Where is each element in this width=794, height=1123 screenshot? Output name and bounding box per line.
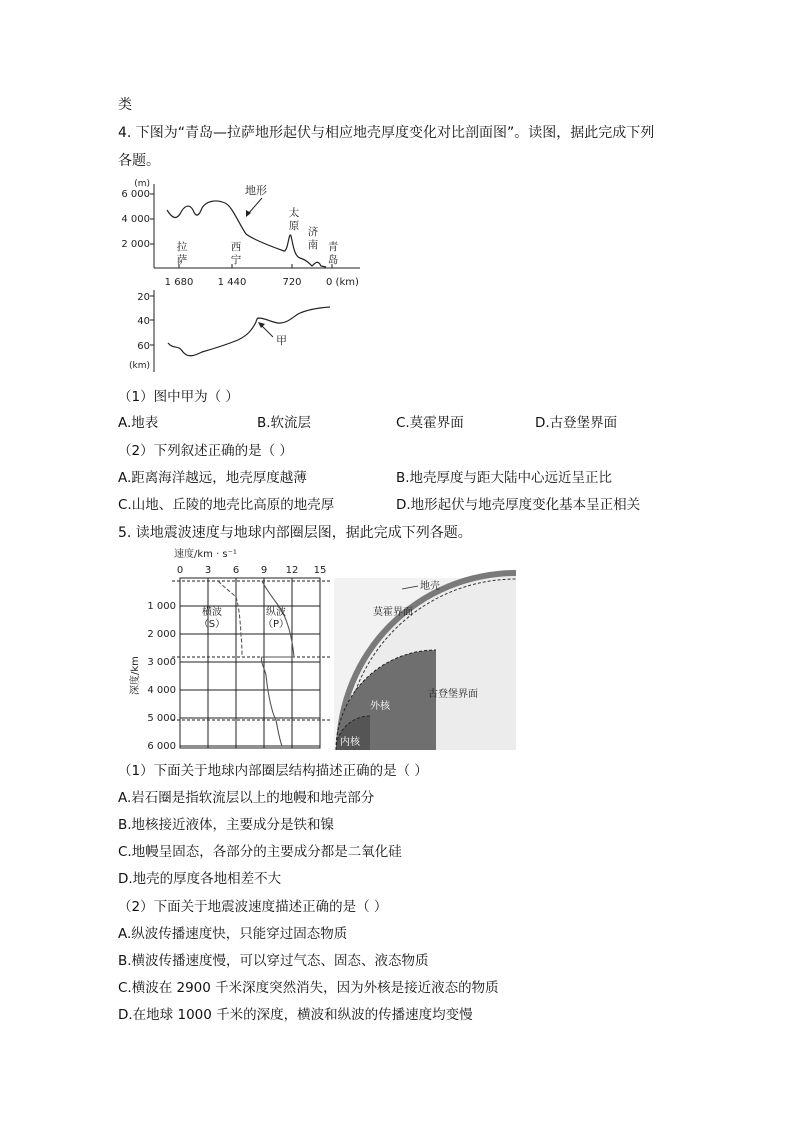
speed-tick-12: 12 <box>285 565 299 576</box>
depth-3000: 3 000 <box>147 657 176 668</box>
depth-2000: 2 000 <box>147 629 176 640</box>
bottom-unit: (km) <box>128 361 150 371</box>
s-wave-label: 横波 <box>202 607 222 618</box>
q4-sub2-option-b[interactable]: B.地壳厚度与距大陆中心远近呈正比 <box>396 470 613 486</box>
p-wave-symbol: （P） <box>262 619 290 630</box>
depth-40: 40 <box>137 316 150 327</box>
speed-axis-label: 速度/km · s⁻¹ <box>174 549 237 560</box>
q4-profile-figure <box>120 172 370 382</box>
q4-sub1-option-a[interactable]: A.地表 <box>118 415 159 431</box>
s-wave-symbol: （S） <box>198 619 226 630</box>
q4-intro-line2: 各题。 <box>118 153 160 169</box>
q5-sub1-option-d[interactable]: D.地壳的厚度各地相差不大 <box>118 871 282 887</box>
speed-tick-15: 15 <box>313 565 327 576</box>
seismic-grid <box>180 578 320 748</box>
q4-sub1-option-b[interactable]: B.软流层 <box>257 415 312 431</box>
q5-sub1-option-b[interactable]: B.地核接近液体，主要成分是铁和镍 <box>118 817 335 833</box>
outer-core-label: 外核 <box>370 701 390 712</box>
depth-6000: 6 000 <box>147 741 176 752</box>
q4-sub1-stem: （1）图中甲为（ ） <box>118 389 239 405</box>
speed-tick-0: 0 <box>176 565 184 576</box>
speed-tick-3: 3 <box>204 565 212 576</box>
p-wave-label: 纵波 <box>266 607 286 618</box>
city-lhasa-2: 萨 <box>176 254 188 266</box>
city-jinan-1: 济 <box>307 226 319 238</box>
q5-sub1-option-a[interactable]: A.岩石圈是指软流层以上的地幔和地壳部分 <box>118 790 375 806</box>
depth-5000: 5 000 <box>147 713 176 724</box>
q4-sub1-option-d[interactable]: D.古登堡界面 <box>535 415 618 431</box>
xtick-0: 0 (km) <box>326 277 359 288</box>
city-taiyuan-2: 原 <box>288 220 300 232</box>
q5-sub2-option-c[interactable]: C.横波在 2900 千米深度突然消失，因为外核是接近液态的物质 <box>118 980 499 996</box>
xtick-720: 720 <box>282 277 302 288</box>
q5-sub1-option-c[interactable]: C.地幔呈固态，各部分的主要成分都是二氧化硅 <box>118 844 402 860</box>
city-qingdao-1: 青 <box>327 241 339 253</box>
q5-seismic-figure <box>126 545 524 755</box>
xtick-1440: 1 440 <box>217 277 247 288</box>
terrain-label: 地形 <box>245 184 267 197</box>
depth-20: 20 <box>137 292 150 303</box>
depth-1000: 1 000 <box>147 601 176 612</box>
q4-sub1-option-c[interactable]: C.莫霍界面 <box>396 415 464 431</box>
ytick-6000: 6 000 <box>121 189 150 200</box>
depth-axis-label: 深度/km <box>130 656 141 695</box>
q4-sub2-stem: （2）下列叙述正确的是（ ） <box>118 443 293 459</box>
q4-sub2-option-a[interactable]: A.距离海洋越远，地壳厚度越薄 <box>118 470 307 486</box>
city-xining-2: 宁 <box>230 254 242 266</box>
q4-sub2-option-c[interactable]: C.山地、丘陵的地壳比高原的地壳厚 <box>118 497 335 513</box>
xtick-1680: 1 680 <box>164 277 194 288</box>
page-fragment: 类 <box>118 97 132 113</box>
top-unit: (m) <box>134 179 150 189</box>
q5-sub2-stem: （2）下面关于地震波速度描述正确的是（ ） <box>118 899 388 915</box>
city-lhasa-1: 拉 <box>176 241 188 253</box>
terrain-arrow <box>248 198 262 214</box>
crust-label: 地壳 <box>420 581 440 592</box>
q5-sub2-option-a[interactable]: A.纵波传播速度快，只能穿过固态物质 <box>118 926 348 942</box>
q5-intro: 5. 读地震波速度与地球内部圈层图，据此完成下列各题。 <box>118 525 472 541</box>
city-taiyuan-1: 太 <box>288 207 300 219</box>
depth-60: 60 <box>137 341 150 352</box>
gutenberg-label: 古登堡界面 <box>428 689 478 700</box>
q5-sub1-stem: （1）下面关于地球内部圈层结构描述正确的是（ ） <box>118 763 428 779</box>
ytick-4000: 4 000 <box>121 214 150 225</box>
moho-profile-line <box>168 307 330 356</box>
city-jinan-2: 南 <box>307 239 319 251</box>
q4-intro-line1: 4. 下图为“青岛—拉萨地形起伏与相应地壳厚度变化对比剖面图”。读图，据此完成下列 <box>118 125 655 141</box>
speed-tick-9: 9 <box>260 565 268 576</box>
city-qingdao-2: 岛 <box>327 254 339 266</box>
inner-core-label: 内核 <box>340 737 360 748</box>
city-xining-1: 西 <box>230 241 242 253</box>
ytick-2000: 2 000 <box>121 239 150 250</box>
q5-sub2-option-b[interactable]: B.横波传播速度慢，可以穿过气态、固态、液态物质 <box>118 953 429 969</box>
jia-label: 甲 <box>276 334 287 347</box>
q5-sub2-option-d[interactable]: D.在地球 1000 千米的深度，横波和纵波的传播速度均变慢 <box>118 1007 473 1023</box>
depth-4000: 4 000 <box>147 685 176 696</box>
moho-label: 莫霍界面 <box>373 607 413 618</box>
q4-sub2-option-d[interactable]: D.地形起伏与地壳厚度变化基本呈正相关 <box>396 497 641 513</box>
speed-tick-6: 6 <box>232 565 240 576</box>
